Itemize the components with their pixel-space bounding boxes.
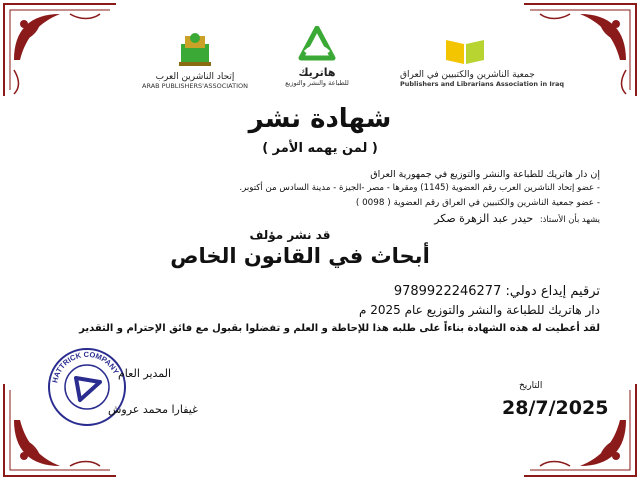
publisher-year-line: دار هاتريك للطباعة والنشر والتوزيع عام 2025 م bbox=[358, 303, 600, 317]
stamp-text: HATTRICK COMPANY bbox=[50, 349, 121, 384]
corner-ornament-top-left bbox=[0, 0, 120, 100]
hattrick-name: هاتريك bbox=[298, 66, 336, 79]
certificate-subtitle: ( لمن يهمه الأمر ) bbox=[262, 141, 378, 156]
date-label: التاريخ bbox=[519, 381, 543, 391]
book-title: أبحاث في القانون الخاص bbox=[170, 244, 430, 268]
iraq-publishers-arabic-name: جمعية الناشرين والكتبيين في العراق bbox=[400, 70, 535, 80]
director-name: غيفارا محمد عروش bbox=[108, 403, 198, 416]
body-line-4 bbox=[434, 212, 600, 225]
body-line-3: - عضو جمعية الناشرين والكتبيين في العراق رقم العضوية ( 0098 ) bbox=[355, 198, 600, 208]
published-label: قد نشر مؤلف bbox=[249, 228, 331, 242]
arab-publishers-caption: ARAB PUBLISHERS'ASSOCIATION bbox=[142, 82, 248, 90]
body-line-1: إن دار هاتريك للطباعة والنشر والتوزيع في جمهورية العراق bbox=[370, 169, 600, 180]
certificate-title: شهادة نشر bbox=[248, 104, 392, 134]
hattrick-emblem-icon bbox=[297, 26, 337, 62]
director-title: المدير العام bbox=[118, 367, 172, 380]
date-value: 28/7/2025 bbox=[502, 397, 609, 419]
arab-publishers-emblem-icon bbox=[175, 30, 215, 68]
certify-prefix: يشهد بأن الأستاذ: bbox=[539, 214, 600, 224]
iraq-publishers-logo bbox=[400, 34, 565, 88]
iraq-publishers-caption: Publishers and Librarians Association in Iraq bbox=[400, 80, 565, 88]
body-line-2: - عضو إتحاد الناشرين العرب رقم العضوية (1145) ومقرها - مصر -الجيزة - مدينة السادس من أكتوبر. bbox=[239, 183, 600, 193]
arab-publishers-arabic-name: إتحاد الناشرين العرب bbox=[155, 72, 235, 82]
isbn-line: ترقيم إيداع دولي: 9789922246277 bbox=[393, 284, 600, 299]
open-book-icon bbox=[442, 34, 488, 66]
arab-publishers-logo bbox=[140, 30, 250, 90]
corner-ornament-bottom-right bbox=[520, 380, 640, 480]
author-name: حيدر عبد الزهرة صكر bbox=[434, 212, 534, 225]
hattrick-caption: للطباعة والنشر والتوزيع bbox=[285, 79, 349, 87]
closing-statement: لقد أعطيت له هذه الشهادة بناءاً على طلبه هذا للإحاطة و العلم و تفضلوا بقبول مع فائق الإحترام و التقدير bbox=[79, 323, 600, 334]
hattrick-logo bbox=[282, 26, 352, 87]
